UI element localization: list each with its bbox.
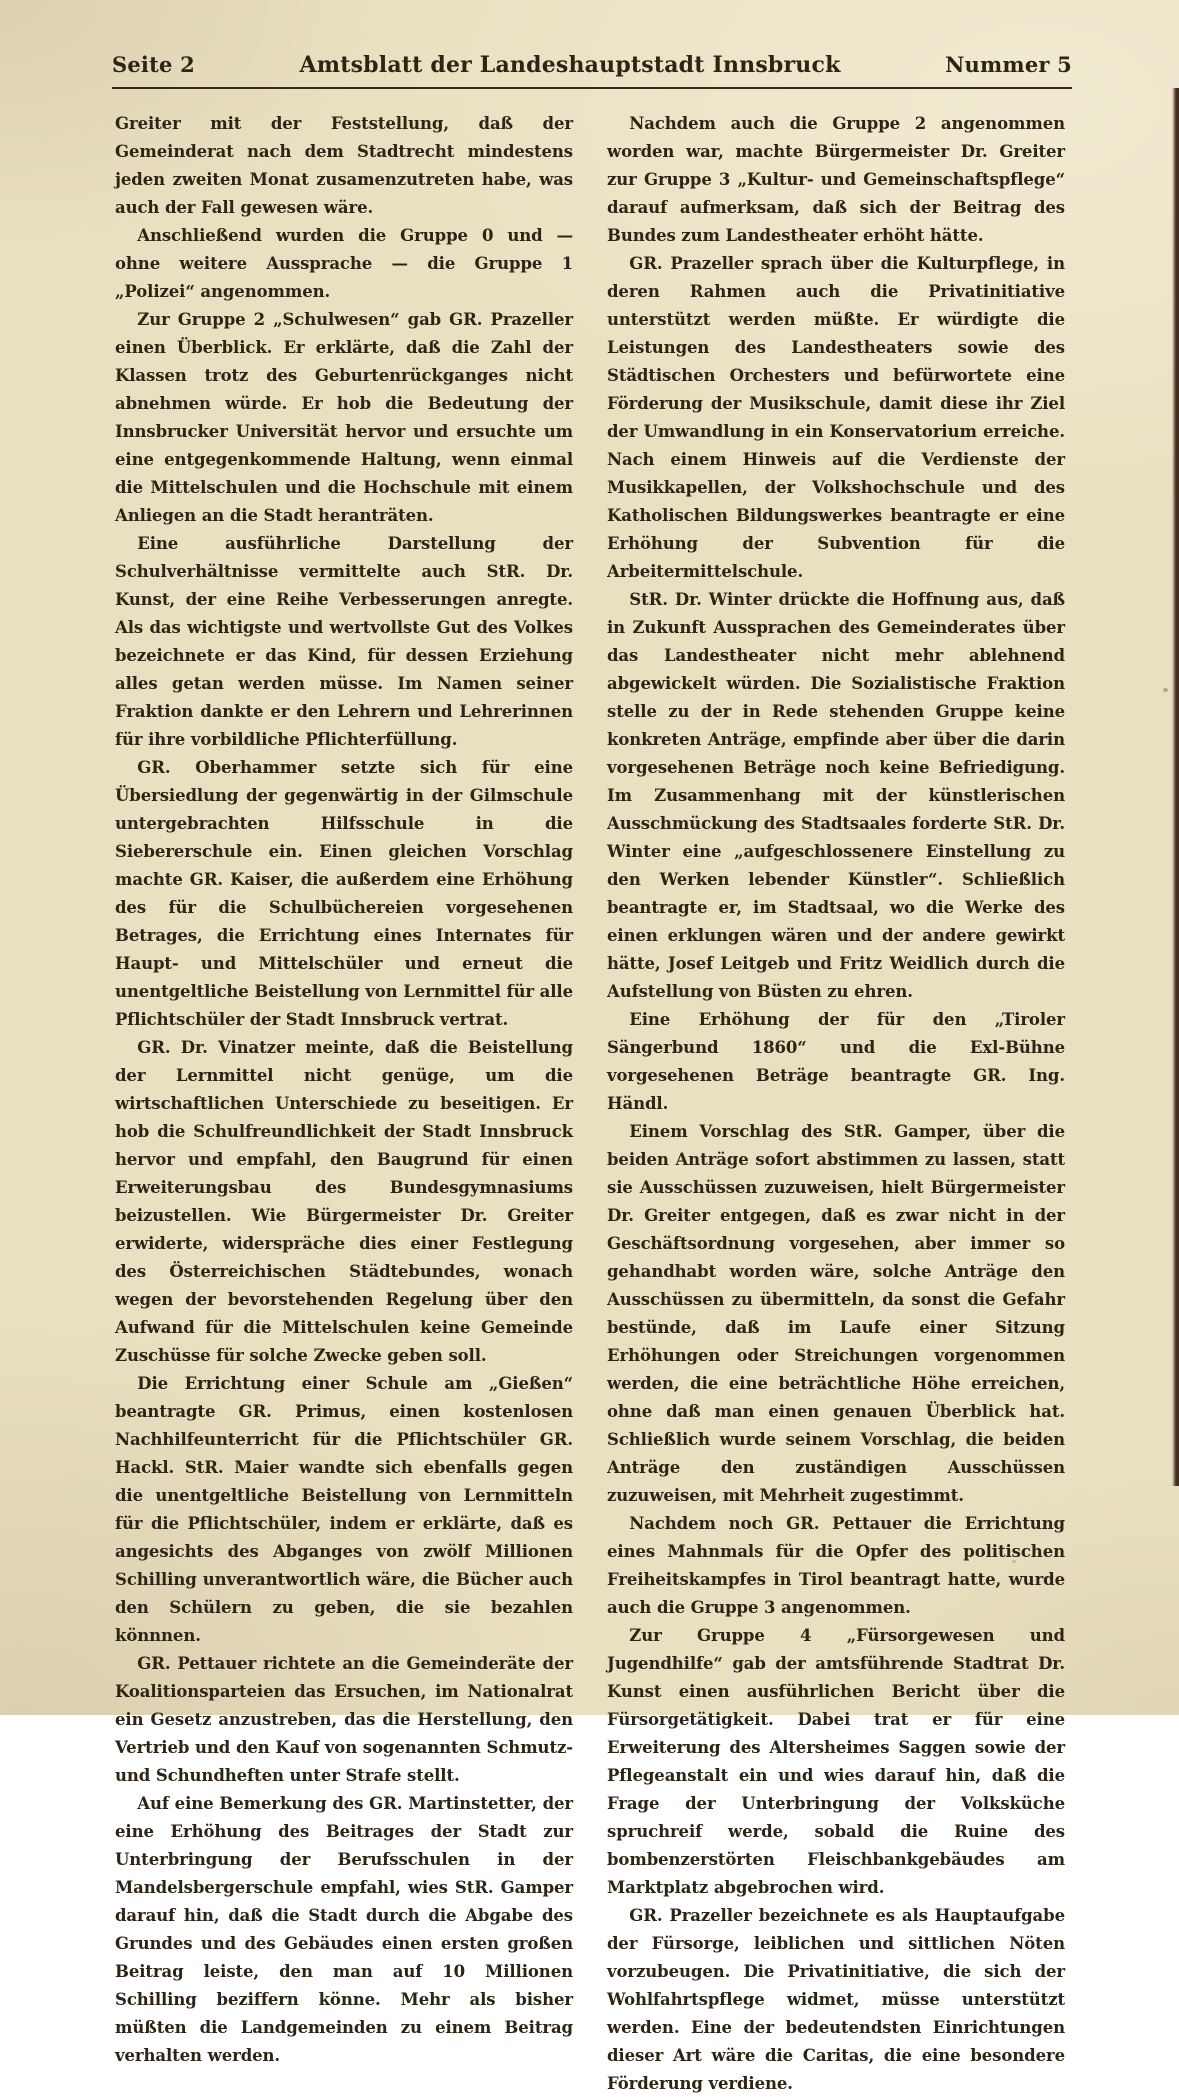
paragraph: Einem Vorschlag des StR. Gamper, über die beiden Anträge sofort abstimmen zu lassen, statt sie Ausschüssen zuzuweisen, hielt Bürgermeister Dr. Greiter entgegen, daß es zwar nicht in der Geschäftsordnung vorgesehen, aber immer so gehandhabt worden wäre, solche Anträge den Ausschüssen zu übermitteln, da sonst die Gefahr bestünde, daß im Laufe einer Sitzung Erhöhungen oder Streichungen vorgenommen werden, die eine beträchtliche Höhe erreichen, ohne daß man einen genauen Überblick hat. Schließlich wurde seinem Vorschlag, die beiden Anträge den zuständigen Ausschüssen zuzuweisen, mit Mehrheit zugestimmt.: [607, 1122, 1065, 1505]
paragraph: Eine Erhöhung der für den „Tiroler Sängerbund 1860“ und die Exl-Bühne vorgesehenen Beträge beantragte GR. Ing. Händl.: [607, 1010, 1065, 1113]
paragraph: GR. Prazeller sprach über die Kulturpflege, in deren Rahmen auch die Privatinitiative unterstützt werden müßte. Er würdigte die Leistungen des Landestheaters sowie des Städtischen Orchesters und befürwortete eine Förderung der Musikschule, damit diese ihr Ziel der Umwandlung in ein Konservatorium erreiche. Nach einem Hinweis auf die Verdienste der Musikkapellen, der Volkshochschule und des Katholischen Bildungswerkes beantragte er eine Erhöhung der Subvention für die Arbeitermittelschule.: [607, 254, 1065, 581]
paragraph: Auf eine Bemerkung des GR. Martinstetter, der eine Erhöhung des Beitrages der Stadt zur Unterbringung der Berufsschulen in der Mandelsbergerschule empfahl, wies StR. Gamper darauf hin, daß die Stadt durch die Abgabe des Grundes und des Gebäudes einen ersten großen Beitrag leiste, den man auf 10 Millionen Schilling beziffern könne. Mehr als bisher müßten die Landgemeinden zu einem Beitrag verhalten werden.: [115, 1794, 573, 2065]
paragraph: Nachdem noch GR. Pettauer die Errichtung eines Mahnmals für die Opfer des politischen Freiheitskampfes in Tirol beantragt hatte, wurde auch die Gruppe 3 angenommen.: [607, 1514, 1065, 1617]
paragraph: GR. Oberhammer setzte sich für eine Übersiedlung der gegenwärtig in der Gilmschule untergebrachten Hilfsschule in die Siebererschule ein. Einen gleichen Vorschlag machte GR. Kaiser, die außerdem eine Erhöhung des für die Schulbüchereien vorgesehenen Betrages, die Errichtung eines Internates für Haupt- und Mittelschüler und erneut die unentgeltliche Beistellung von Lernmittel für alle Pflichtschüler der Stadt Innsbruck vertrat.: [115, 758, 573, 1029]
paper-speck: [352, 68, 356, 72]
paragraph: Greiter mit der Feststellung, daß der Gemeinderat nach dem Stadtrecht mindestens jeden zweiten Monat zusamenzutreten habe, was auch der Fall gewesen wäre.: [115, 114, 573, 217]
page-header: [112, 0, 1072, 78]
paragraph: GR. Dr. Vinatzer meinte, daß die Beistellung der Lernmittel nicht genüge, um die wirtschaftlichen Unterschiede zu beseitigen. Er hob die Schulfreundlichkeit der Stadt Innsbruck hervor und empfahl, den Baugrund für einen Erweiterungsbau des Bundesgymnasiums beizustellen. Wie Bürgermeister Dr. Greiter erwiderte, widerspräche dies einer Festlegung des Österreichischen Städtebundes, wonach wegen der bevorstehenden Regelung über den Aufwand für die Mittelschulen keine Gemeinde Zuschüsse für solche Zwecke geben soll.: [115, 1038, 573, 1365]
article-body: [115, 110, 1065, 2098]
paper-speck: [1012, 1560, 1016, 1563]
paragraph: Nachdem auch die Gruppe 2 angenommen worden war, machte Bürgermeister Dr. Greiter zur Gruppe 3 „Kultur- und Gemeinschaftspflege“ darauf aufmerksam, daß sich der Beitrag des Bundes zum Landestheater erhöht hätte.: [607, 114, 1065, 245]
paragraph: Die Errichtung einer Schule am „Gießen“ beantragte GR. Primus, einen kostenlosen Nachhilfeunterricht für die Pflichtschüler GR. Hackl. StR. Maier wandte sich ebenfalls gegen die unentgeltliche Beistellung von Lernmitteln für die Pflichtschüler, indem er erklärte, daß es angesichts des Abganges von zwölf Millionen Schilling unverantwortlich wäre, die Bücher auch den Schülern zu geben, die sie bezahlen könnnen.: [115, 1374, 573, 1645]
left-column: [115, 110, 573, 2098]
paragraph: Zur Gruppe 4 „Fürsorgewesen und Jugendhilfe“ gab der amtsführende Stadtrat Dr. Kunst einen ausführlichen Bericht über die Fürsorgetätigkeit. Dabei trat er für eine Erweiterung des Altersheimes Saggen sowie der Pflegeanstalt ein und wies darauf hin, daß die Frage der Unterbringung der Volksküche spruchreif werde, sobald die Ruine des bombenzerstörten Fleischbankgebäudes am Marktplatz abgebrochen wird.: [607, 1626, 1065, 1897]
right-column: [607, 110, 1065, 2098]
header-rule: [112, 87, 1072, 89]
paragraph: GR. Pettauer richtete an die Gemeinderäte der Koalitionsparteien das Ersuchen, im Nationalrat ein Gesetz anzustreben, das die Herstellung, den Vertrieb und den Kauf von sogenannten Schmutz- und Schundheften unter Strafe stellt.: [115, 1654, 573, 1785]
paragraph: StR. Dr. Winter drückte die Hoffnung aus, daß in Zukunft Aussprachen des Gemeinderates über das Landestheater nicht mehr ablehnend abgewickelt würden. Die Sozialistische Fraktion stelle zu der in Rede stehenden Gruppe keine konkreten Anträge, empfinde aber über die darin vorgesehenen Beträge noch keine Befriedigung. Im Zusammenhang mit der künstlerischen Ausschmückung des Stadtsaales forderte StR. Dr. Winter eine „aufgeschlossenere Einstellung zu den Werken lebender Künstler“. Schließlich beantragte er, im Stadtsaal, wo die Werke des einen erklungen wären und der andere gewirkt hätte, Josef Leitgeb und Fritz Weidlich durch die Aufstellung von Büsten zu ehren.: [607, 590, 1065, 1001]
page-number-label: Seite 2: [112, 52, 195, 77]
paragraph: GR. Prazeller bezeichnete es als Hauptaufgabe der Fürsorge, leiblichen und sittlichen Nöten vorzubeugen. Die Privatinitiative, die sich der Wohlfahrtspflege widmet, müsse unterstützt werden. Eine der bedeutendsten Einrichtungen dieser Art wäre die Caritas, die eine besondere Förderung verdiene.: [607, 1906, 1065, 2093]
paragraph: Anschließend wurden die Gruppe 0 und — ohne weitere Aussprache — die Gruppe 1 „Polizei“ angenommen.: [115, 226, 573, 301]
masthead-title: Amtsblatt der Landeshauptstadt Innsbruck: [299, 52, 841, 78]
page-edge-shadow: [1172, 88, 1179, 1486]
issue-number-label: Nummer 5: [945, 52, 1072, 77]
paragraph: Zur Gruppe 2 „Schulwesen“ gab GR. Prazeller einen Überblick. Er erklärte, daß die Zahl der Klassen trotz des Geburtenrückganges nicht abnehmen würde. Er hob die Bedeutung der Innsbrucker Universität hervor und ersuchte um eine entgegenkommende Haltung, wenn einmal die Mittelschulen und die Hochschule mit einem Anliegen an die Stadt heranträten.: [115, 310, 573, 525]
paragraph: Eine ausführliche Darstellung der Schulverhältnisse vermittelte auch StR. Dr. Kunst, der eine Reihe Verbesserungen anregte. Als das wichtigste und wertvollste Gut des Volkes bezeichnete er das Kind, für dessen Erziehung alles getan werden müsse. Im Namen seiner Fraktion dankte er den Lehrern und Lehrerinnen für ihre vorbildliche Pflichterfüllung.: [115, 534, 573, 749]
paper-speck: [1163, 688, 1168, 692]
